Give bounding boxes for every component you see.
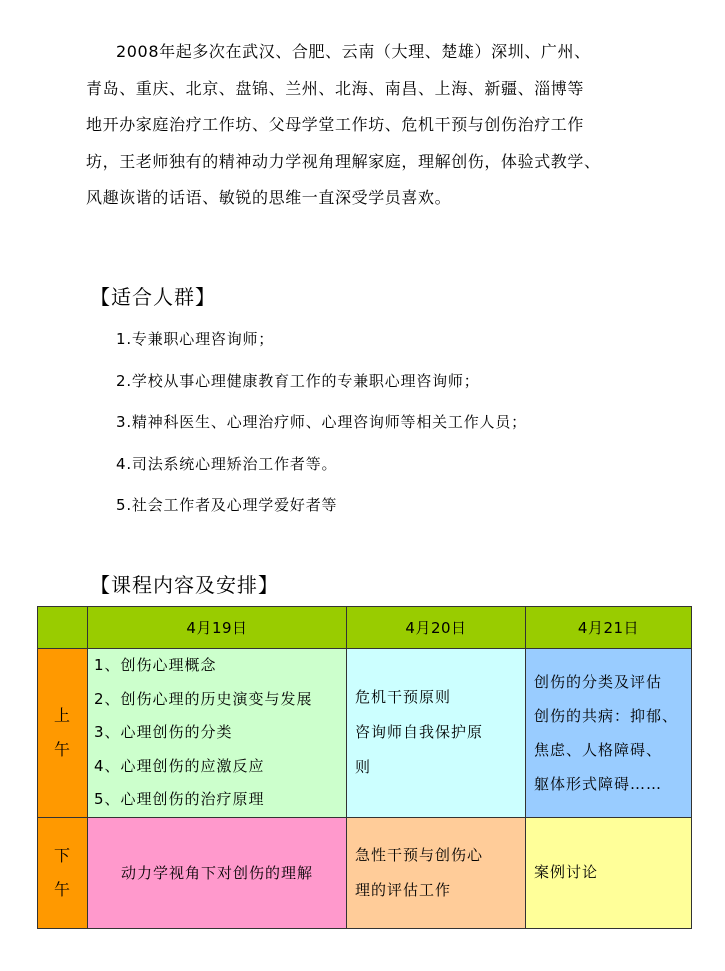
- am-day2-text: [347, 680, 525, 785]
- date-header: 4月21日: [526, 607, 692, 649]
- period-char: 上: [53, 705, 71, 725]
- am-day1-list: [88, 649, 346, 817]
- cell-line: 躯体形式障碍……: [534, 774, 663, 793]
- am-day2-cell: [347, 649, 526, 818]
- list-item: 3.精神科医生、心理治疗师、心理咨询师等相关工作人员；: [116, 413, 527, 431]
- cell-line: 创伤的共病：抑郁、: [534, 706, 679, 725]
- cell-line: 咨询师自我保护原: [355, 723, 484, 742]
- cell-line: 则: [355, 758, 372, 777]
- list-item: 2、创伤心理的历史演变与发展: [94, 689, 313, 708]
- intro-line: 坊，王老师独有的精神动力学视角理解家庭，理解创伤，体验式教学、: [86, 151, 601, 171]
- list-item: 4、心理创伤的应激反应: [94, 756, 265, 775]
- intro-line-text: 2008年起多次在武汉、合肥、云南（大理、楚雄）深圳、广州、: [116, 42, 591, 61]
- list-item: 5.社会工作者及心理学爱好者等: [116, 496, 338, 514]
- cell-line: 理的评估工作: [355, 880, 452, 899]
- pm-day1-cell: 动力学视角下对创伤的理解: [88, 817, 347, 928]
- table-row: [38, 817, 692, 928]
- cell-line: 急性干预与创伤心: [355, 845, 484, 864]
- intro-line: 青岛、重庆、北京、盘锦、兰州、北海、南昌、上海、新疆、淄博等: [86, 78, 585, 98]
- list-item: 2.学校从事心理健康教育工作的专兼职心理咨询师；: [116, 371, 480, 390]
- corner-cell: [38, 607, 88, 649]
- list-item: 1、创伤心理概念: [94, 656, 217, 674]
- intro-line: 地开办家庭治疗工作坊、父母学堂工作坊、危机干预与创伤治疗工作: [86, 115, 585, 134]
- table-row: [38, 649, 692, 818]
- pm-day2-text: [347, 838, 525, 908]
- date-header: 4月19日: [88, 607, 347, 649]
- pm-day2-cell: [347, 817, 526, 928]
- intro-line: 风趣诙谐的话语、敏锐的思维一直深受学员喜欢。: [86, 188, 452, 207]
- cell-line: 危机干预原则: [355, 688, 452, 707]
- am-day1-cell: [88, 649, 347, 818]
- period-char: 午: [53, 739, 71, 759]
- pm-day3-cell: [526, 817, 692, 928]
- list-item: 4.司法系统心理矫治工作者等。: [116, 454, 338, 473]
- list-item: 5、心理创伤的治疗原理: [94, 790, 265, 808]
- course-heading: 【课程内容及安排】: [90, 573, 279, 597]
- date-header: 4月20日: [347, 607, 526, 649]
- list-item: 1.专兼职心理咨询师；: [116, 330, 275, 348]
- list-item: 3、心理创伤的分类: [94, 723, 233, 741]
- period-morning: [38, 649, 88, 818]
- am-day3-cell: [526, 649, 692, 818]
- intro-line: [86, 34, 646, 71]
- audience-list: [116, 323, 527, 531]
- period-char: 午: [53, 879, 71, 899]
- period-char: 下: [53, 845, 71, 865]
- pm-day3-text: 案例讨论: [534, 863, 599, 881]
- table-header-row: [38, 607, 692, 649]
- period-afternoon: [38, 817, 88, 928]
- schedule-table: [37, 606, 692, 929]
- cell-line: 焦虑、人格障碍、: [534, 740, 663, 759]
- audience-heading: 【适合人群】: [90, 285, 216, 309]
- am-day3-text: [526, 665, 691, 801]
- intro-paragraph: [86, 34, 646, 217]
- cell-line: 创伤的分类及评估: [534, 672, 663, 691]
